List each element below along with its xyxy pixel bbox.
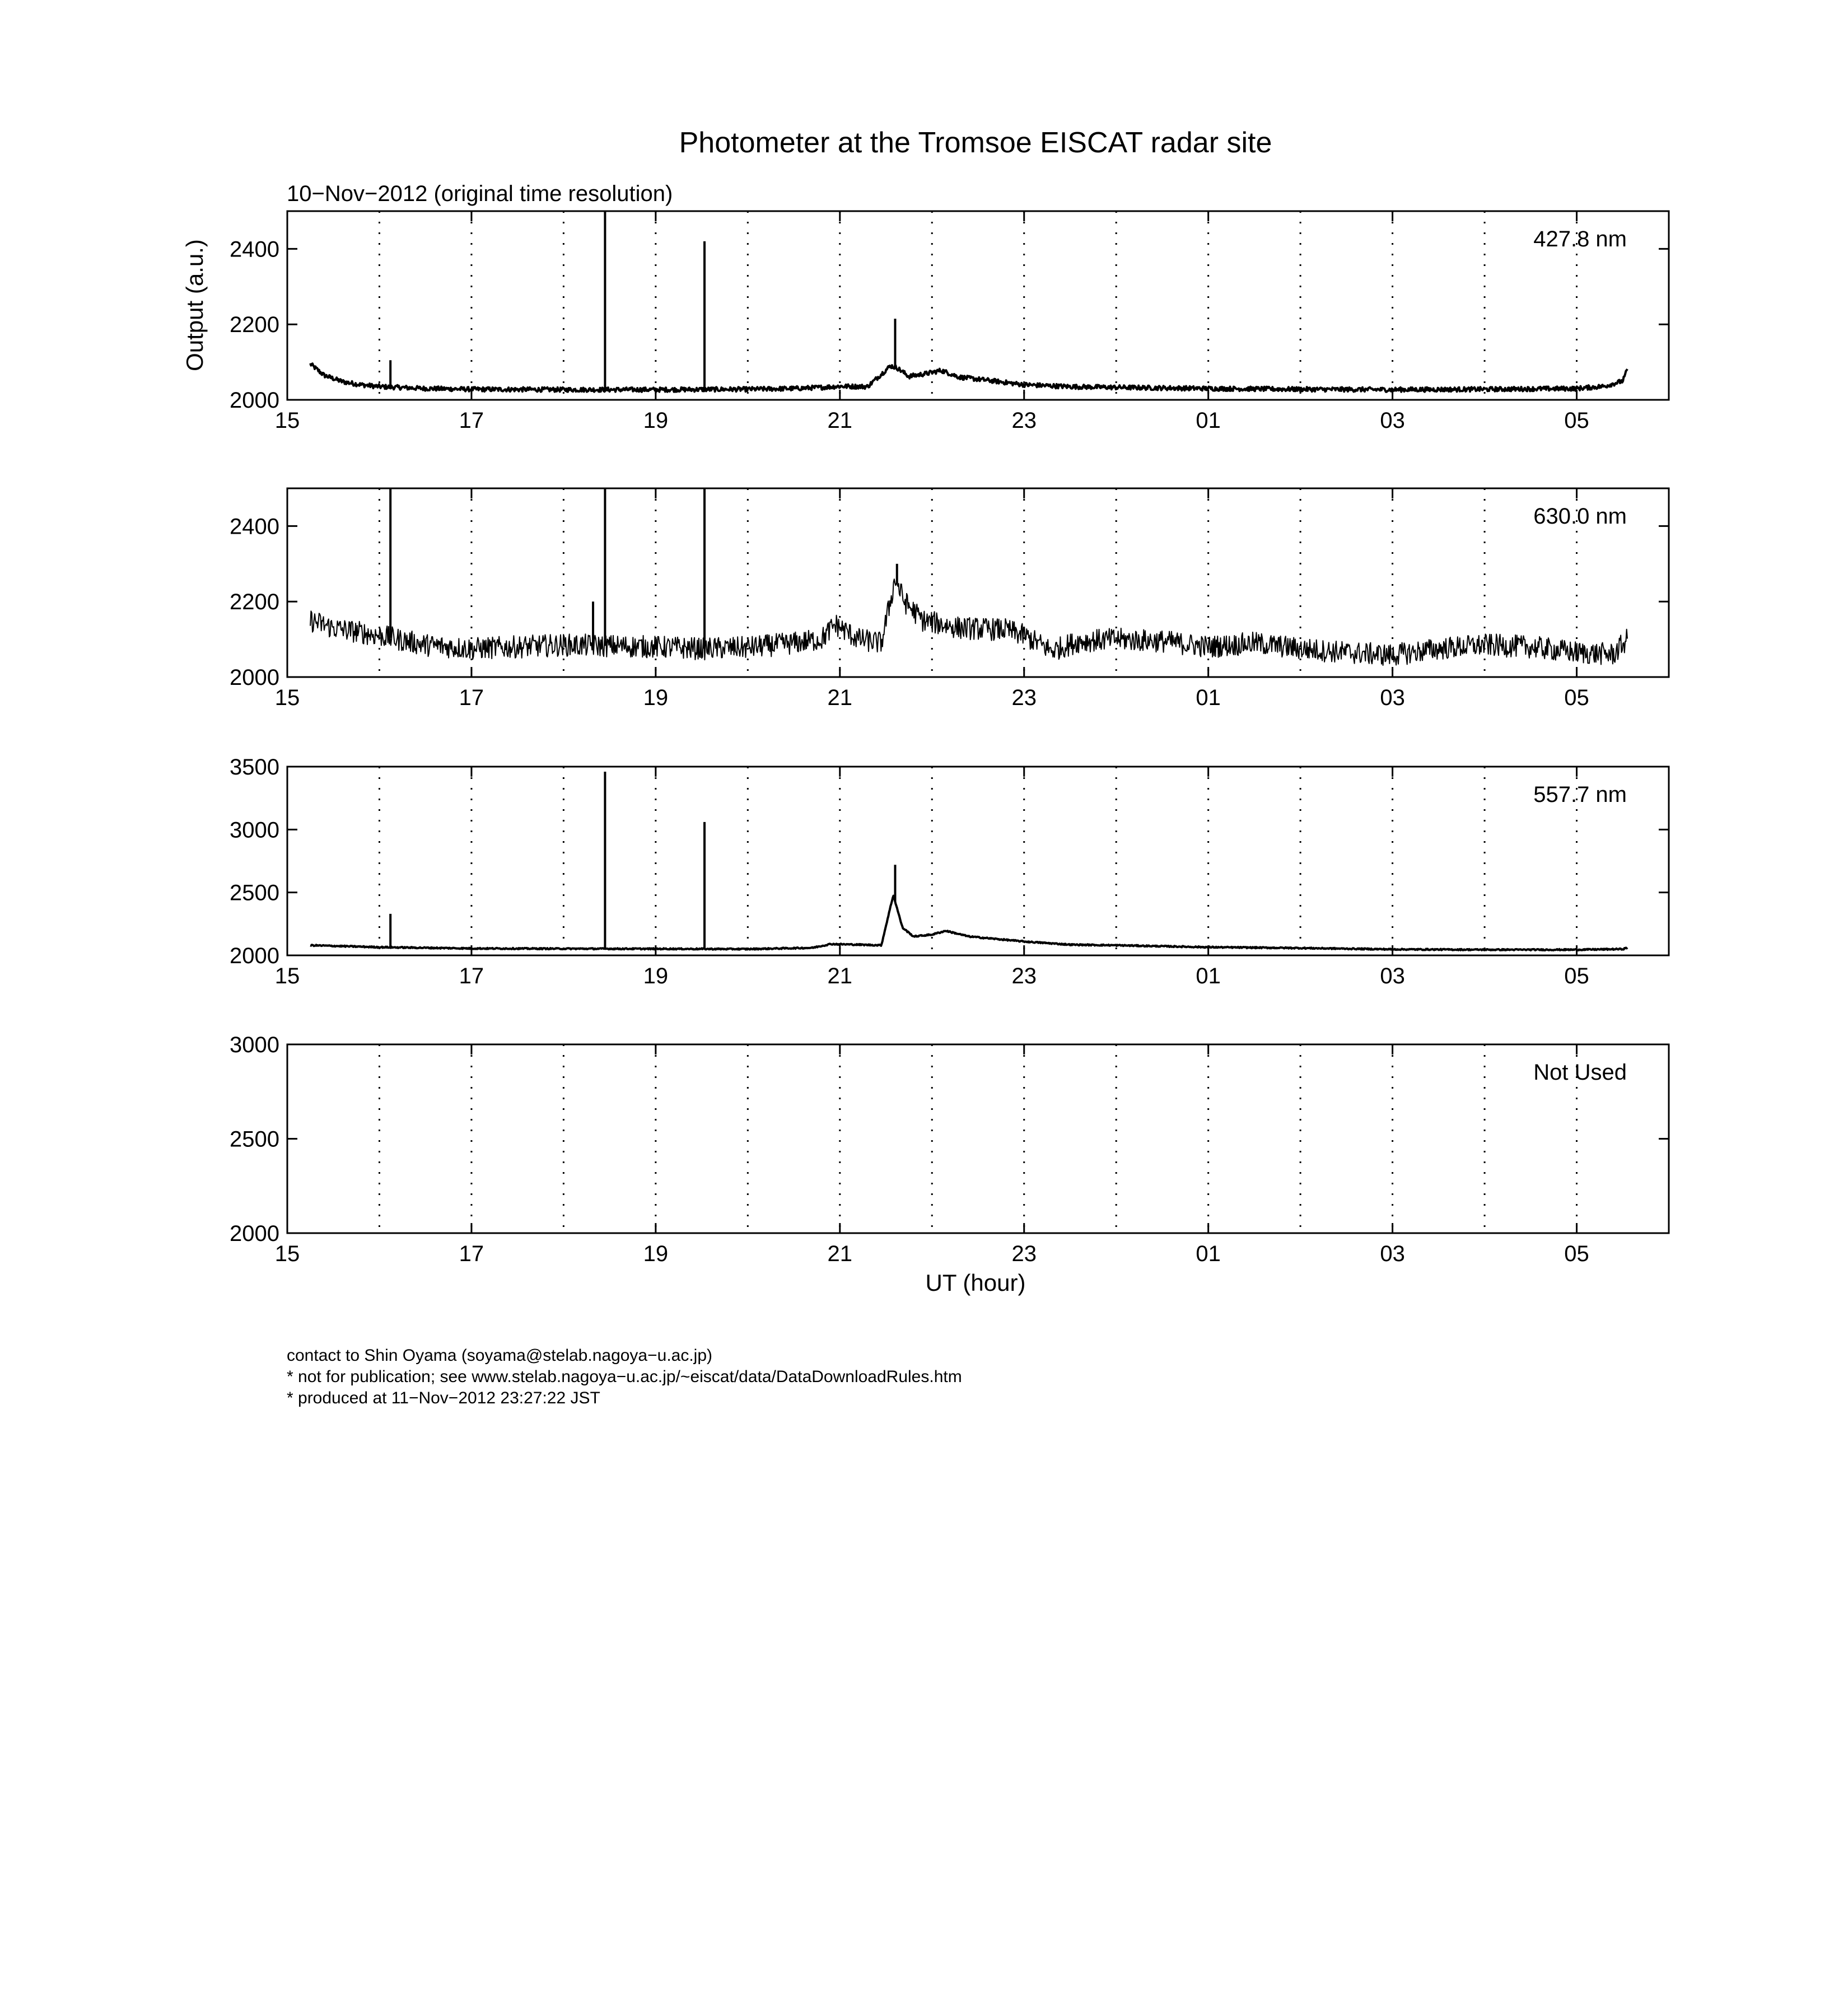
y-tick-label: 2000 <box>230 1221 279 1246</box>
y-tick-label: 3000 <box>230 1033 279 1057</box>
plot-frame <box>287 1044 1669 1233</box>
y-tick-label: 2400 <box>230 237 279 262</box>
panel-2 <box>230 488 1669 710</box>
x-tick-label: 01 <box>1196 685 1221 710</box>
x-tick-label: 05 <box>1564 964 1589 988</box>
chart-title: Photometer at the Tromsoe EISCAT radar site <box>679 127 1272 159</box>
y-tick-label: 3000 <box>230 818 279 843</box>
series-line <box>310 363 1627 392</box>
plot-frame <box>287 211 1669 400</box>
x-tick-label: 15 <box>274 685 300 710</box>
x-tick-label: 23 <box>1011 408 1037 433</box>
x-tick-label: 03 <box>1380 408 1405 433</box>
series-line <box>310 579 1627 665</box>
x-tick-label: 19 <box>643 685 669 710</box>
panel-label: Not Used <box>1533 1060 1627 1085</box>
x-tick-label: 05 <box>1564 685 1589 710</box>
y-axis-label: Output (a.u.) <box>181 239 208 371</box>
y-tick-label: 2000 <box>230 944 279 968</box>
y-tick-label: 2200 <box>230 590 279 615</box>
y-tick-label: 2500 <box>230 880 279 906</box>
x-tick-label: 03 <box>1380 685 1405 710</box>
x-tick-label: 21 <box>827 408 853 433</box>
x-axis-label: UT (hour) <box>925 1270 1026 1296</box>
y-tick-label: 2000 <box>230 388 279 413</box>
x-tick-label: 17 <box>459 1242 484 1266</box>
y-tick-label: 2200 <box>230 312 279 338</box>
x-tick-label: 05 <box>1564 1242 1589 1266</box>
y-tick-label: 2500 <box>230 1127 279 1152</box>
panel-label: 630.0 nm <box>1533 504 1627 529</box>
chart-panels <box>230 211 1669 1266</box>
x-tick-label: 21 <box>827 685 853 710</box>
x-tick-label: 17 <box>459 408 484 433</box>
panel-4 <box>230 1033 1669 1266</box>
x-tick-label: 19 <box>643 1242 669 1266</box>
panel-3 <box>230 755 1669 988</box>
x-tick-label: 21 <box>827 1242 853 1266</box>
panel-label: 557.7 nm <box>1533 782 1627 807</box>
chart-subtitle: 10−Nov−2012 (original time resolution) <box>287 181 673 206</box>
y-tick-label: 2400 <box>230 514 279 539</box>
footer-produced-time: * produced at 11−Nov−2012 23:27:22 JST <box>287 1389 600 1407</box>
plot-frame <box>287 488 1669 677</box>
x-tick-label: 05 <box>1564 408 1589 433</box>
x-tick-label: 01 <box>1196 1242 1221 1266</box>
x-tick-label: 23 <box>1011 964 1037 988</box>
y-tick-label: 2000 <box>230 665 279 690</box>
x-tick-label: 03 <box>1380 1242 1405 1266</box>
x-tick-label: 01 <box>1196 964 1221 988</box>
panel-1 <box>230 211 1669 433</box>
x-tick-label: 23 <box>1011 1242 1037 1266</box>
panel-label: 427.8 nm <box>1533 227 1627 251</box>
x-tick-label: 19 <box>643 408 669 433</box>
x-tick-label: 03 <box>1380 964 1405 988</box>
x-tick-label: 15 <box>274 408 300 433</box>
footer-usage-note: * not for publication; see www.stelab.nagoya−u.ac.jp/~eiscat/data/DataDownloadRules.htm <box>287 1368 962 1386</box>
y-tick-label: 3500 <box>230 755 279 780</box>
x-tick-label: 23 <box>1011 685 1037 710</box>
x-tick-label: 21 <box>827 964 853 988</box>
series-line <box>310 896 1627 950</box>
plot-frame <box>287 767 1669 955</box>
x-tick-label: 15 <box>274 964 300 988</box>
footer-contact: contact to Shin Oyama (soyama@stelab.nagoya−u.ac.jp) <box>287 1346 713 1365</box>
x-tick-label: 17 <box>459 964 484 988</box>
x-tick-label: 15 <box>274 1242 300 1266</box>
x-tick-label: 17 <box>459 685 484 710</box>
x-tick-label: 01 <box>1196 408 1221 433</box>
x-tick-label: 19 <box>643 964 669 988</box>
